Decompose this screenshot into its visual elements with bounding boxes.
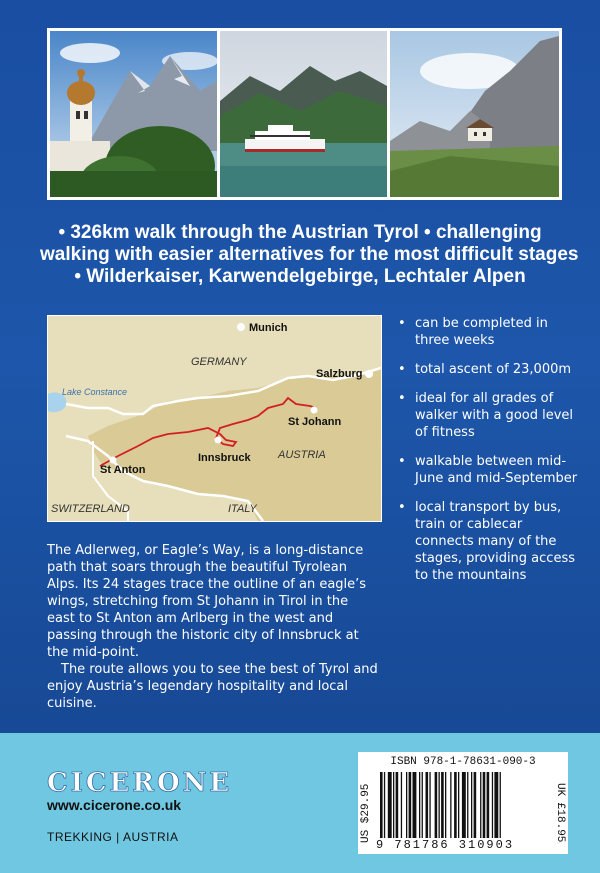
label-germany: GERMANY [191, 356, 247, 368]
barcode-bar [393, 772, 394, 838]
barcode-bar [380, 772, 383, 838]
features-list [398, 315, 578, 596]
photo-lake-boat [220, 31, 387, 197]
barcode-bar [439, 772, 440, 838]
st-johann-marker [311, 407, 318, 414]
publisher-url: www.cicerone.co.uk [47, 797, 182, 813]
barcode-bar [474, 772, 477, 838]
barcode-bar [401, 772, 402, 838]
barcode-bar [388, 772, 392, 838]
publisher-logo: CICERONE [47, 768, 233, 798]
bullet-icon: • [398, 500, 406, 515]
label-lake-constance: Lake Constance [62, 387, 128, 397]
tagline-line-3: • Wilderkaiser, Karwendelgebirge, Lechtaler Alpen [74, 266, 526, 287]
barcode-bar [480, 772, 481, 838]
barcode-bar [435, 772, 438, 838]
feature-text: can be completed in three weeks [415, 316, 548, 348]
label-munich: Munich [249, 322, 288, 334]
salzburg-marker [365, 370, 373, 378]
barcode-bar [492, 772, 493, 838]
feature-item [398, 390, 578, 441]
barcode-bar [471, 772, 472, 838]
bullet-icon: • [398, 316, 406, 331]
barcode-bar [500, 772, 501, 838]
feature-item [398, 361, 578, 378]
barcode-bar [467, 772, 468, 838]
tagline-line-1: • 326km walk through the Austrian Tyrol • challenging [58, 222, 542, 243]
price-uk: UK £18.95 [554, 783, 566, 843]
barcode-bar [422, 772, 423, 838]
bullet-icon: • [398, 454, 406, 469]
category-label: TREKKING | AUSTRIA [47, 830, 179, 844]
barcode-bar [419, 772, 420, 838]
barcode-bar [426, 772, 429, 838]
barcode-bar [454, 772, 457, 838]
tagline [40, 222, 579, 288]
feature-item [398, 499, 578, 584]
label-italy: ITALY [228, 503, 257, 515]
barcode-bar [441, 772, 444, 838]
barcode-bar [409, 772, 412, 838]
barcode-bar [487, 772, 490, 838]
barcode-bar [413, 772, 417, 838]
photo-strip [47, 28, 562, 200]
label-salzburg: Salzburg [316, 368, 363, 380]
barcode-bar [462, 772, 466, 838]
innsbruck-marker [215, 437, 222, 444]
barcode-bar [384, 772, 385, 838]
photo-alpine-hut [390, 31, 559, 197]
feature-text: ideal for all grades of walker with a good level of fitness [415, 391, 574, 440]
feature-item [398, 315, 578, 349]
barcode-bar [445, 772, 446, 838]
barcode-bar [429, 772, 430, 838]
st-anton-marker [110, 457, 117, 464]
barcode-bar [396, 772, 399, 838]
description [47, 542, 380, 712]
barcode-bar [458, 772, 459, 838]
barcode-bar [450, 772, 451, 838]
feature-text: local transport by bus, train or cablecar connects many of the stages, providing access to the mountains [415, 500, 575, 583]
munich-marker [237, 323, 245, 331]
label-switzerland: SWITZERLAND [51, 503, 130, 515]
barcode-bar [494, 772, 498, 838]
feature-item [398, 453, 578, 487]
barcode-icon [378, 772, 548, 838]
barcode-panel [358, 752, 568, 854]
label-austria: AUSTRIA [278, 449, 326, 461]
tagline-line-2: walking with easier alternatives for the most difficult stages [40, 244, 579, 265]
isbn-text: ISBN 978-1-78631-090-3 [390, 756, 536, 768]
feature-text: total ascent of 23,000m [415, 362, 572, 377]
label-st-anton: St Anton [100, 464, 146, 476]
label-st-johann: St Johann [288, 416, 342, 428]
bullet-icon: • [398, 391, 406, 406]
barcode-bar [406, 772, 407, 838]
label-innsbruck: Innsbruck [198, 452, 251, 464]
barcode-bar [483, 772, 486, 838]
photo-church-mountains [50, 31, 217, 197]
bullet-icon: • [398, 362, 406, 377]
route-map [47, 315, 382, 522]
description-paragraph-2: The route allows you to see the best of Tyrol and enjoy Austria’s legendary hospitality and local cuisine. [47, 662, 378, 711]
feature-text: walkable between mid-June and mid-September [415, 454, 578, 486]
barcode-number: 9 781786 310903 [376, 838, 515, 852]
description-paragraph-1: The Adlerweg, or Eagle’s Way, is a long-distance path that soars through the beautiful Tyrolean Alps. Its 24 stages trace the outline of an eagle’s wings, stretching from St Johann in Tirol in the east to St Anton am Arlberg in the west and passing through the historic city of Innsbruck at the mid-point. [47, 543, 367, 660]
price-us: US $29.95 [360, 783, 372, 843]
